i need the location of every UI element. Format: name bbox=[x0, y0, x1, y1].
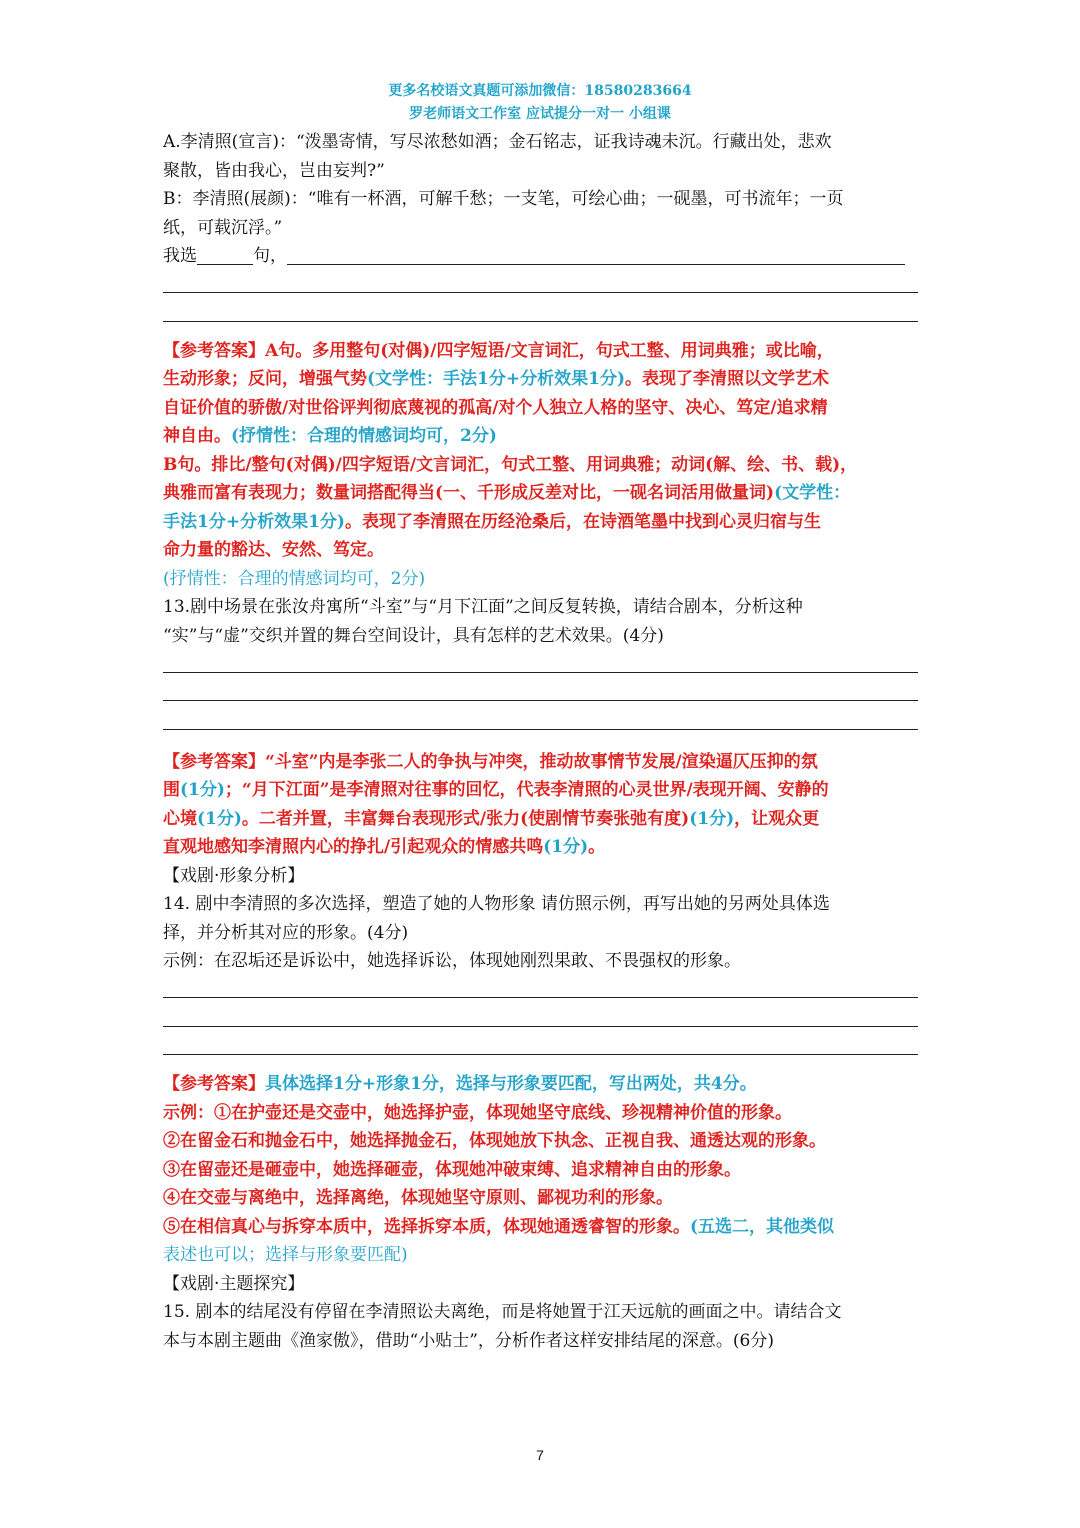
choice-suffix: 句， bbox=[253, 246, 287, 266]
question15-line2: 本与本剧主题曲《渔家傲》，借助“小贴士”，分析作者这样安排结尾的深意。(6分) bbox=[163, 1330, 774, 1351]
answer-line[interactable] bbox=[163, 271, 918, 300]
answer12-line9: (抒情性：合理的情感词均可，2分) bbox=[163, 568, 426, 589]
section-heading-theme: 【戏剧·主题探究】 bbox=[163, 1273, 305, 1294]
answer14-line6: ⑤在相信真心与拆穿本质中，选择拆穿本质，体现她通透睿智的形象。(五选二，其他类似 bbox=[163, 1216, 835, 1237]
answer-line[interactable] bbox=[163, 679, 918, 708]
question15-line1: 15. 剧本的结尾没有停留在李清照讼夫离绝，而是将她置于江天远航的画面之中。请结合文 bbox=[163, 1302, 842, 1322]
header-contact: 更多名校语文真题可添加微信：18580283664 bbox=[388, 83, 692, 99]
answer-line[interactable] bbox=[163, 976, 918, 1005]
answer13-line1: 【参考答案】“斗室”内是李张二人的争执与冲突，推动故事情节发展/渲染逼仄压抑的氛 bbox=[163, 751, 818, 772]
option-b-line1: B：李清照(展颜)：“唯有一杯酒，可解千愁；一支笔，可绘心曲；一砚墨，可书流年；一页 bbox=[163, 189, 844, 209]
answer13-line4: 直观地感知李清照内心的挣扎/引起观众的情感共鸣(1分)。 bbox=[163, 837, 606, 857]
answer14-line3: ②在留金石和抛金石中，她选择抛金石，体现她放下执念、正视自我、通透达观的形象。 bbox=[163, 1131, 826, 1151]
question13-line1: 13.剧中场景在张汝舟寓所“斗室”与“月下江面”之间反复转换，请结合剧本，分析这种 bbox=[163, 597, 803, 617]
question14-line2: 择，并分析其对应的形象。(4分) bbox=[163, 922, 409, 943]
answer12-line5: B句。排比/整句(对偶)/四字短语/文言词汇，句式工整、用词典雅；动词(解、绘、书、载)， bbox=[163, 454, 858, 475]
answer12-line8: 命力量的豁达、安然、笃定。 bbox=[163, 540, 384, 560]
answer12-line6: 典雅而富有表现力；数量词搭配得当(一、千形成反差对比，一砚名词活用做量词)(文学性： bbox=[163, 483, 851, 503]
answer-line[interactable] bbox=[163, 650, 918, 679]
section-heading-character: 【戏剧·形象分析】 bbox=[163, 865, 305, 886]
choice-line bbox=[163, 242, 918, 271]
answer14-line5: ④在交壶与离绝中，选择离绝，体现她坚守原则、鄙视功利的形象。 bbox=[163, 1188, 673, 1208]
answer-line[interactable] bbox=[163, 299, 918, 328]
choice-prefix: 我选 bbox=[163, 246, 197, 266]
answer14-line7: 表述也可以；选择与形象要匹配) bbox=[163, 1245, 408, 1265]
answer12-line3: 自证价值的骄傲/对世俗评判彻底蔑视的孤高/对个人独立人格的坚守、决心、笃定/追求精 bbox=[163, 397, 828, 418]
answer12-line1: 【参考答案】A句。多用整句(对偶)/四字短语/文言词汇，句式工整、用词典雅；或比喻， bbox=[163, 340, 834, 361]
question13-line2: “实”与“虚”交织并置的舞台空间设计，具有怎样的艺术效果。(4分) bbox=[163, 625, 664, 646]
option-a-line1: A.李清照(宣言)：“泼墨寄情，写尽浓愁如酒；金石铭志，证我诗魂未沉。行藏出处，悲欢 bbox=[163, 132, 832, 152]
answer-line[interactable] bbox=[163, 707, 918, 736]
answer12-line2: 生动形象；反问，增强气势(文学性：手法1分+分析效果1分)。表现了李清照以文学艺术 bbox=[163, 369, 829, 389]
question14-example: 示例：在忍垢还是诉讼中，她选择诉讼，体现她刚烈果敢、不畏强权的形象。 bbox=[163, 951, 741, 971]
page-content bbox=[163, 128, 918, 1355]
answer14-line2: 示例：①在护壶还是交壶中，她选择护壶，体现她坚守底线、珍视精神价值的形象。 bbox=[163, 1102, 792, 1123]
answer12-line7: 手法1分+分析效果1分)。表现了李清照在历经沧桑后，在诗酒笔墨中找到心灵归宿与生 bbox=[163, 511, 821, 532]
choice-blank[interactable] bbox=[197, 246, 253, 265]
answer13-line3: 心境(1分)。二者并置，丰富舞台表现形式/张力(使剧情节奏张弛有度)(1分)，让观众更 bbox=[163, 808, 820, 829]
answer-line[interactable] bbox=[163, 1004, 918, 1033]
option-b-line2: 纸，可载沉浮。” bbox=[163, 217, 283, 238]
answer-tag: 【参考答案】 bbox=[163, 340, 265, 361]
answer-line[interactable] bbox=[163, 1033, 918, 1062]
answer14-line1: 【参考答案】具体选择1分+形象1分，选择与形象要匹配，写出两处，共4分。 bbox=[163, 1074, 757, 1094]
question14-line1: 14. 剧中李清照的多次选择，塑造了她的人物形象 请仿照示例，再写出她的另两处具体选 bbox=[163, 894, 830, 914]
answer-line-inline[interactable] bbox=[287, 246, 905, 265]
header-studio: 罗老师语文工作室 应试提分一对一 小组课 bbox=[409, 106, 671, 122]
answer13-line2: 围(1分)；“月下江面”是李清照对往事的回忆，代表李清照的心灵世界/表现开阔、安静的 bbox=[163, 780, 829, 800]
option-a-line2: 聚散，皆由我心，岂由妄判?” bbox=[163, 160, 385, 181]
answer-tag: 【参考答案】 bbox=[163, 1074, 265, 1094]
page-number: 7 bbox=[536, 1447, 544, 1463]
answer12-line4: 神自由。(抒情性：合理的情感词均可，2分) bbox=[163, 426, 497, 446]
answer-tag: 【参考答案】 bbox=[163, 751, 265, 772]
answer14-line4: ③在留壶还是砸壶中，她选择砸壶，体现她冲破束缚、追求精神自由的形象。 bbox=[163, 1159, 741, 1180]
